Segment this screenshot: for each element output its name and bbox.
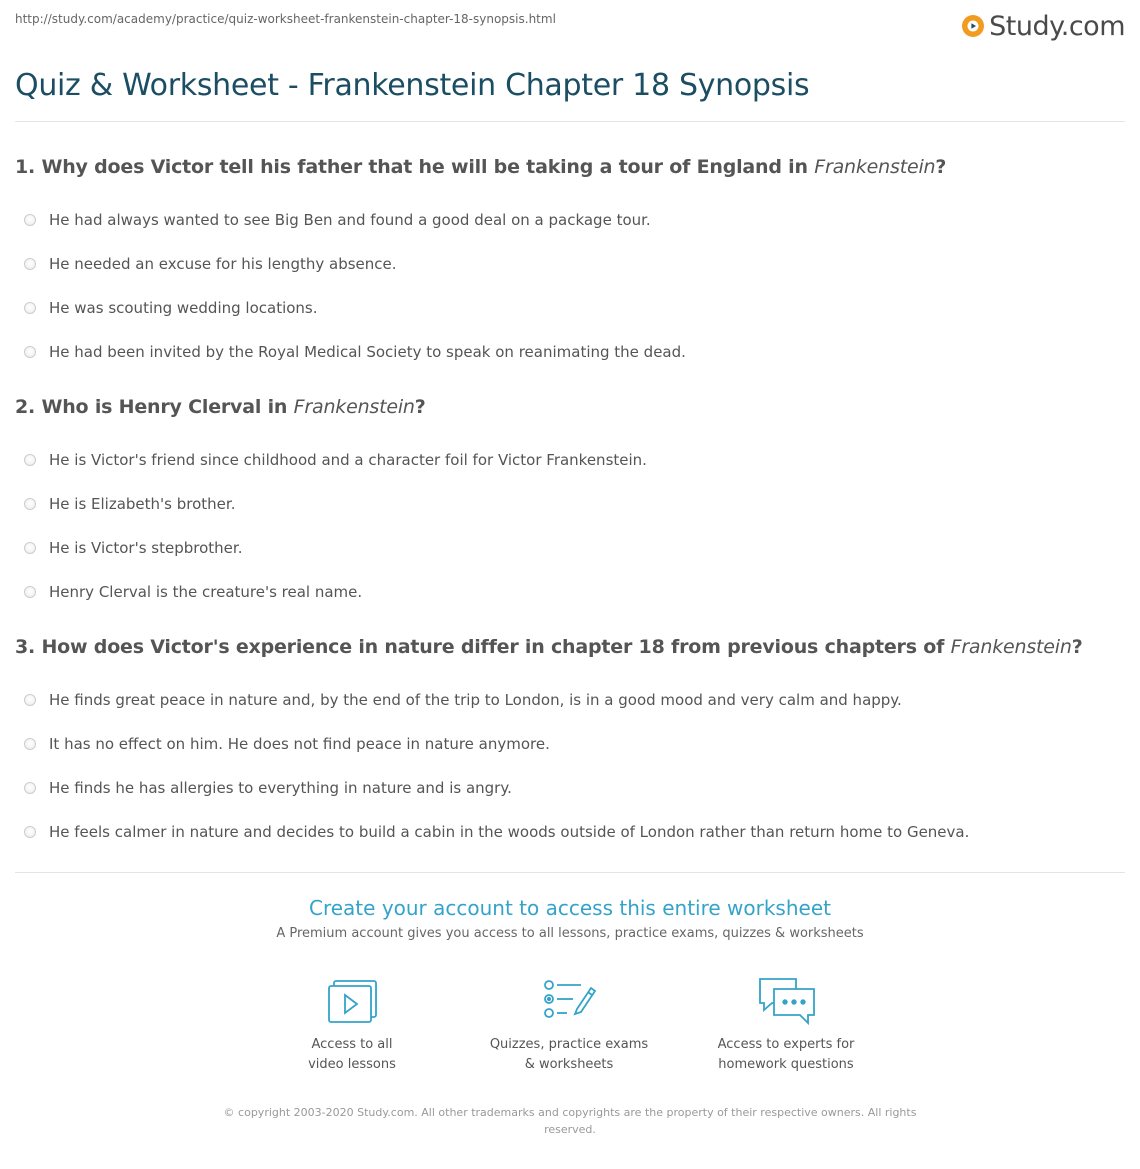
answer-option-label: It has no effect on him. He does not find peace in nature anymore.	[49, 735, 550, 753]
answer-option-label: He is Victor's stepbrother.	[49, 539, 243, 557]
answer-options	[15, 678, 1125, 854]
radio-button[interactable]	[24, 782, 36, 794]
feature-label-line: & worksheets	[524, 1057, 614, 1072]
answer-option[interactable]	[15, 722, 1125, 766]
question-prompt: Why does Victor tell his father that he will be taking a tour of England in	[41, 156, 808, 178]
feature-label-line: homework questions	[718, 1057, 854, 1072]
copyright-footer	[200, 1104, 940, 1138]
question-mark: ?	[1071, 636, 1083, 658]
radio-button[interactable]	[24, 498, 36, 510]
page-title: Quiz & Worksheet - Frankenstein Chapter 18 Synopsis	[15, 68, 810, 103]
question-1-text	[15, 154, 1125, 180]
answer-option[interactable]	[15, 242, 1125, 286]
answer-option-label: He finds great peace in nature and, by the end of the trip to London, is in a good mood and very calm and happy.	[49, 691, 902, 709]
question-number: 3.	[15, 636, 36, 658]
answer-option[interactable]	[15, 286, 1125, 330]
feature-experts	[686, 975, 886, 1075]
feature-label	[469, 1035, 669, 1075]
feature-label-line: Quizzes, practice exams	[489, 1037, 649, 1052]
book-title: Frankenstein	[814, 156, 936, 178]
chat-bubbles-icon	[754, 975, 818, 1027]
book-title: Frankenstein	[950, 636, 1072, 658]
radio-button[interactable]	[24, 454, 36, 466]
feature-label-line: video lessons	[308, 1057, 396, 1072]
feature-video-lessons	[252, 975, 452, 1075]
answer-option[interactable]	[15, 678, 1125, 722]
question-3	[15, 634, 1125, 854]
answer-option-label: He is Elizabeth's brother.	[49, 495, 236, 513]
promo-subtitle: A Premium account gives you access to all lessons, practice exams, quizzes & worksheets	[276, 926, 864, 941]
answer-option-label: He had always wanted to see Big Ben and found a good deal on a package tour.	[49, 211, 651, 229]
answer-option-label: He was scouting wedding locations.	[49, 299, 318, 317]
radio-button[interactable]	[24, 738, 36, 750]
play-logo-icon	[961, 14, 985, 38]
page-url[interactable]: http://study.com/academy/practice/quiz-worksheet-frankenstein-chapter-18-synopsis.html	[15, 12, 556, 26]
radio-button[interactable]	[24, 586, 36, 598]
answer-option-label: Henry Clerval is the creature's real name.	[49, 583, 363, 601]
radio-button[interactable]	[24, 826, 36, 838]
answer-option[interactable]	[15, 482, 1125, 526]
answer-options	[15, 198, 1125, 374]
answer-option[interactable]	[15, 570, 1125, 614]
answer-options	[15, 438, 1125, 614]
question-1	[15, 154, 1125, 374]
radio-button[interactable]	[24, 258, 36, 270]
question-number: 2.	[15, 396, 36, 418]
top-bar	[15, 10, 1125, 50]
question-3-text	[15, 634, 1125, 660]
feature-label	[686, 1035, 886, 1075]
answer-option-label: He is Victor's friend since childhood and a character foil for Victor Frankenstein.	[49, 451, 647, 469]
question-2-text	[15, 394, 1125, 420]
feature-label-line: Access to experts for	[717, 1037, 855, 1052]
book-title: Frankenstein	[293, 396, 415, 418]
title-divider	[15, 121, 1125, 122]
answer-option[interactable]	[15, 198, 1125, 242]
answer-option-label: He needed an excuse for his lengthy absence.	[49, 255, 397, 273]
create-account-link[interactable]: Create your account to access this entire worksheet	[309, 896, 831, 920]
answer-option-label: He feels calmer in nature and decides to build a cabin in the woods outside of London rather than return home to Geneva.	[49, 823, 970, 841]
copyright-line: reserved.	[544, 1123, 596, 1136]
question-2	[15, 394, 1125, 614]
study-logo[interactable]	[961, 10, 1125, 42]
video-lessons-icon	[320, 975, 384, 1027]
radio-button[interactable]	[24, 214, 36, 226]
answer-option[interactable]	[15, 438, 1125, 482]
feature-label	[252, 1035, 452, 1075]
logo-text: Study.com	[989, 10, 1125, 42]
radio-button[interactable]	[24, 694, 36, 706]
copyright-line: © copyright 2003-2020 Study.com. All other trademarks and copyrights are the property of their respective owners. All rights	[223, 1106, 917, 1119]
question-prompt: Who is Henry Clerval in	[41, 396, 288, 418]
question-mark: ?	[935, 156, 947, 178]
answer-option[interactable]	[15, 810, 1125, 854]
answer-option[interactable]	[15, 330, 1125, 374]
feature-label-line: Access to all	[311, 1037, 393, 1052]
feature-quizzes	[469, 975, 669, 1075]
radio-button[interactable]	[24, 302, 36, 314]
answer-option[interactable]	[15, 766, 1125, 810]
answer-option-label: He had been invited by the Royal Medical Society to speak on reanimating the dead.	[49, 343, 686, 361]
question-number: 1.	[15, 156, 36, 178]
answer-option[interactable]	[15, 526, 1125, 570]
radio-button[interactable]	[24, 542, 36, 554]
quiz-checklist-icon	[537, 975, 601, 1027]
premium-features	[0, 975, 1140, 1085]
radio-button[interactable]	[24, 346, 36, 358]
question-mark: ?	[414, 396, 426, 418]
promo-divider	[15, 872, 1125, 873]
question-prompt: How does Victor's experience in nature differ in chapter 18 from previous chapters of	[41, 636, 945, 658]
answer-option-label: He finds he has allergies to everything in nature and is angry.	[49, 779, 512, 797]
